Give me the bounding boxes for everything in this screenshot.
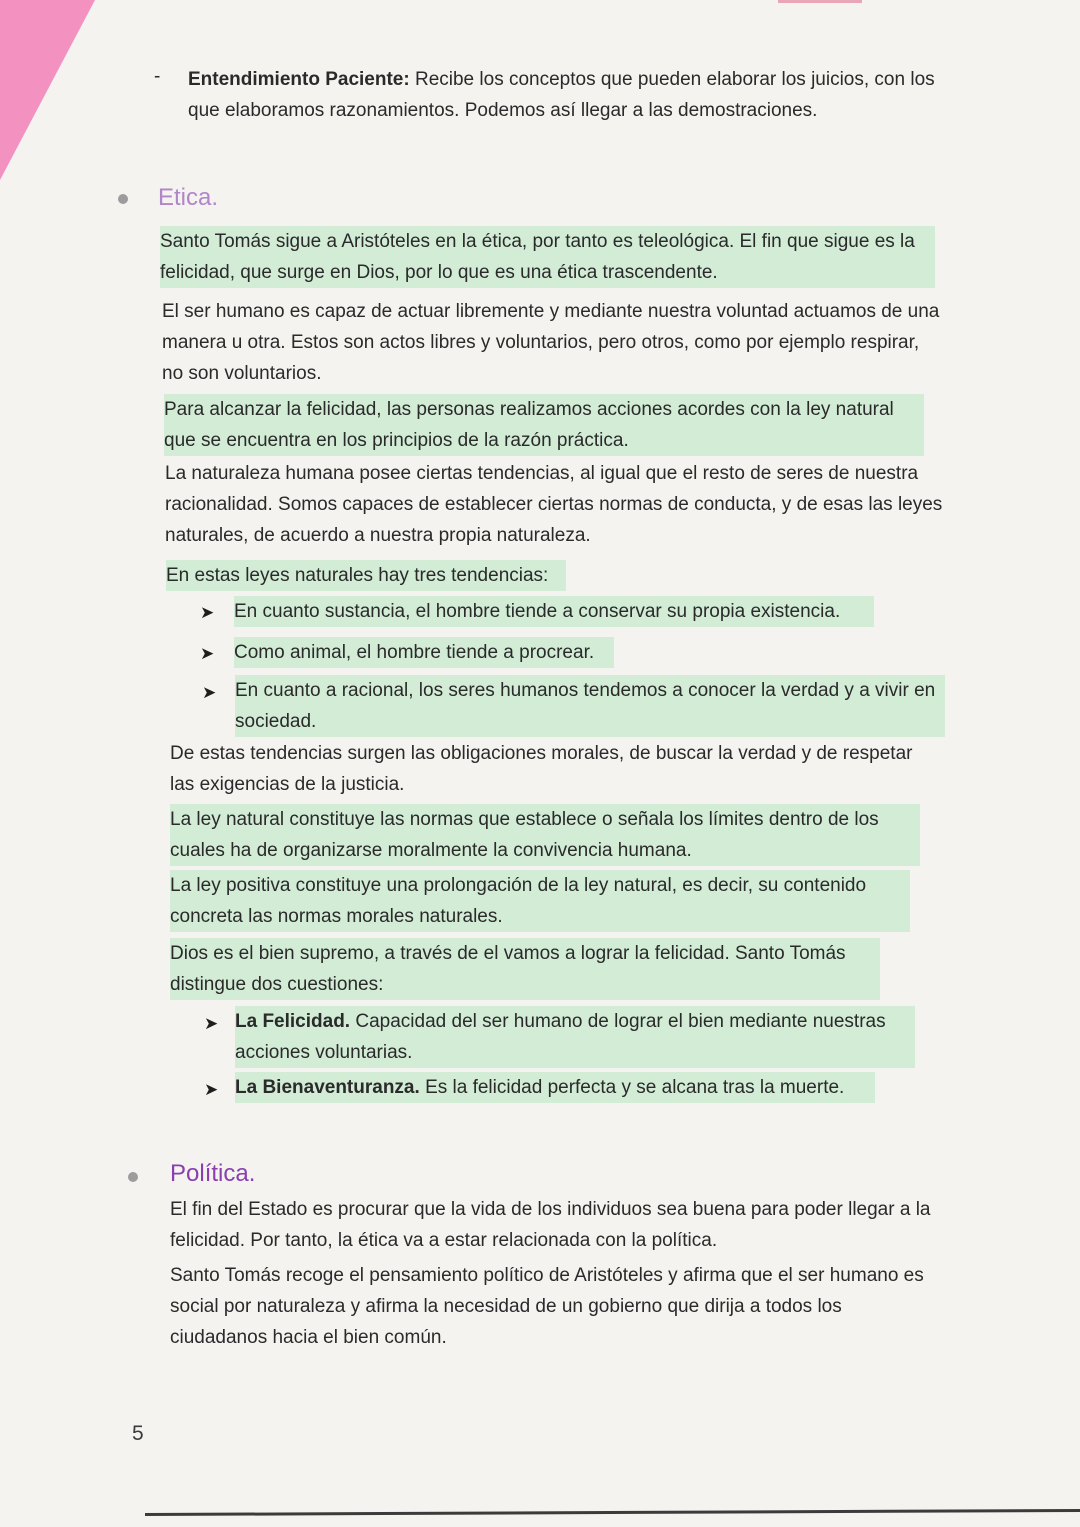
intro-text: Recibe los conceptos que pueden elaborar los juicios, con los que elaboramos razonamientos. Podemos así llegar a las demostraciones. — [188, 69, 935, 121]
intro-dash: - — [154, 66, 161, 87]
cuestion-text: Capacidad del ser humano de lograr el bien mediante nuestras acciones voluntarias. — [235, 1011, 886, 1063]
bullet-arrow-icon: ➤ — [204, 1080, 219, 1099]
etica-paragraph-8: La ley positiva constituye una prolongación de la ley natural, es decir, su contenido concreta las normas morales naturales. — [170, 870, 910, 932]
bullet-arrow-icon: ➤ — [200, 644, 215, 663]
politica-paragraph-2: Santo Tomás recoge el pensamiento político de Aristóteles y afirma que el ser humano es social por naturaleza y afirma la necesidad de un gobierno que dirija a todos los ciudadanos hacia el bien común. — [170, 1265, 924, 1348]
cuestion-text: Es la felicidad perfecta y se alcana tras la muerte. — [425, 1077, 845, 1098]
tendencia-item-3: En cuanto a racional, los seres humanos tendemos a conocer la verdad y a vivir en sociedad. — [235, 675, 945, 737]
page-number: 5 — [132, 1422, 144, 1445]
etica-paragraph-2: El ser humano es capaz de actuar libremente y mediante nuestra voluntad actuamos de una manera u otra. Estos son actos libres y voluntarios, pero otros, como por ejemplo respirar, no son voluntarios. — [162, 301, 940, 384]
tendencia-item-1: En cuanto sustancia, el hombre tiende a conservar su propia existencia. — [234, 596, 874, 627]
politica-paragraph-1: El fin del Estado es procurar que la vida de los individuos sea buena para poder llegar a la felicidad. Por tanto, la ética va a estar relacionada con la política. — [170, 1199, 931, 1251]
etica-paragraph-1: Santo Tomás sigue a Aristóteles en la ética, por tanto es teleológica. El fin que sigue es la felicidad, que surge en Dios, por lo que es una ética trascendente. — [160, 226, 935, 288]
etica-paragraph-5: En estas leyes naturales hay tres tendencias: — [166, 560, 566, 591]
cuestion-item-bienaventuranza — [235, 1072, 875, 1103]
section-title-etica: Etica. — [158, 184, 219, 211]
section-bullet-politica — [128, 1172, 138, 1182]
bullet-arrow-icon: ➤ — [204, 1014, 219, 1033]
etica-paragraph-7: La ley natural constituye las normas que establece o señala los límites dentro de los cuales ha de organizarse moralmente la convivencia humana. — [170, 804, 920, 866]
etica-paragraph-4: La naturaleza humana posee ciertas tendencias, al igual que el resto de seres de nuestra racionalidad. Somos capaces de establecer ciertas normas de conducta, y de esas las leyes naturales, de acuerdo a nuestra propia naturaleza. — [165, 463, 943, 546]
etica-paragraph-3: Para alcanzar la felicidad, las personas realizamos acciones acordes con la ley natural que se encuentra en los principios de la razón práctica. — [164, 394, 924, 456]
etica-paragraph-9: Dios es el bien supremo, a través de el vamos a lograr la felicidad. Santo Tomás distingue dos cuestiones: — [170, 938, 880, 1000]
cuestion-item-felicidad — [235, 1006, 915, 1068]
intro-term: Entendimiento Paciente: — [188, 69, 410, 90]
bullet-arrow-icon: ➤ — [200, 603, 215, 622]
bullet-arrow-icon: ➤ — [202, 683, 217, 702]
etica-paragraph-6: De estas tendencias surgen las obligaciones morales, de buscar la verdad y de respetar las exigencias de la justicia. — [170, 743, 913, 795]
tendencia-item-2: Como animal, el hombre tiende a procrear. — [234, 637, 614, 668]
section-bullet-etica — [118, 194, 128, 204]
pink-corner-decoration — [0, 0, 95, 180]
bottom-rule — [145, 1509, 1080, 1516]
cuestion-term: La Felicidad. — [235, 1011, 351, 1032]
cuestion-term: La Bienaventuranza. — [235, 1077, 420, 1098]
section-title-politica: Política. — [170, 1160, 256, 1187]
top-accent-line — [778, 0, 862, 3]
intro-paragraph — [188, 64, 948, 126]
